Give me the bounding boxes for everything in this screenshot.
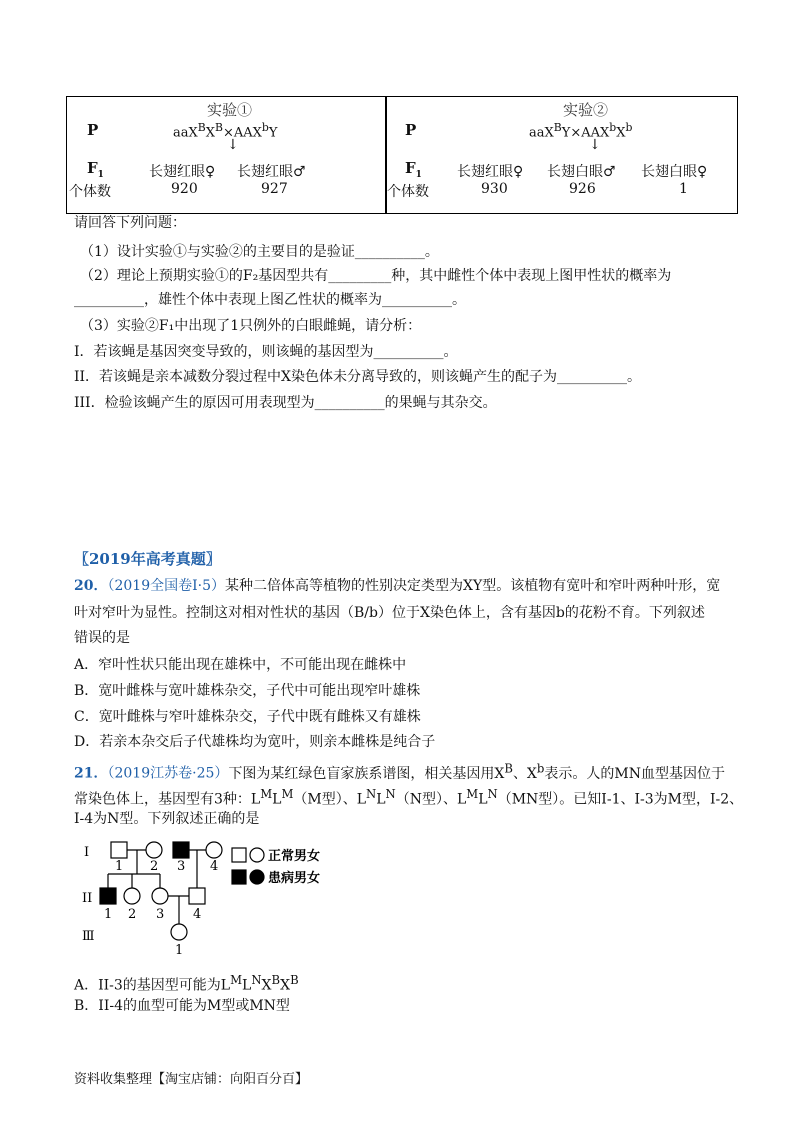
legend-affected-male	[232, 870, 246, 884]
exp1-count-2: 927	[261, 181, 288, 197]
exp2-cross: $aaX^BY\times AAX^bX^b$	[529, 121, 633, 141]
exp1-count-1: 920	[171, 181, 198, 197]
q21-stem-line-3: I-4为N型。下列叙述正确的是	[74, 811, 260, 827]
exp2-phenotype-2: 长翅白眼♂	[547, 164, 616, 180]
question-3-i: I．若该蝇是基因突变导致的，则该蝇的基因型为__________。	[74, 344, 458, 360]
pedigree-I1-normal-male	[111, 842, 127, 858]
pedigree-I3-affected-male	[173, 842, 189, 858]
exp2-p-label: P	[405, 121, 417, 139]
label-II4: 4	[193, 907, 202, 922]
exp1-p-label: P	[87, 121, 99, 139]
label-II3: 3	[156, 907, 165, 922]
legend-affected-label: 患病男女	[268, 871, 321, 886]
exp2-count-3: 1	[679, 181, 688, 197]
pedigree-I4-normal-female	[206, 842, 222, 858]
label-II2: 2	[128, 907, 137, 922]
exp2-title: 实验②	[563, 101, 609, 119]
exp2-arrow: ↓	[589, 137, 601, 153]
experiment-table	[66, 96, 738, 214]
q20-stem-line-2: 叶对窄叶为显性。控制这对相对性状的基因（B/b）位于X染色体上，含有基因b的花粉不育。下列叙述	[74, 605, 705, 621]
exp2-count-2: 926	[569, 181, 596, 197]
q20-stem-line-1	[74, 576, 720, 596]
exp1-count-label: 个体数	[69, 184, 111, 200]
label-II1: 1	[104, 907, 113, 922]
exp2-phenotype-1: 长翅红眼♀	[457, 164, 524, 180]
exp1-phenotype-1: 长翅红眼♀	[149, 164, 216, 180]
pedigree-II3-normal-female	[152, 888, 168, 904]
exp2-count-1: 930	[481, 181, 508, 197]
q20-stem-line-3: 错误的是	[74, 630, 130, 646]
q20-option-a: A．窄叶性状只能出现在雄株中，不可能出现在雌株中	[74, 657, 407, 673]
q20-stem-1: 某种二倍体高等植物的性别决定类型为XY型。该植物有宽叶和窄叶两种叶形，宽	[225, 578, 721, 594]
label-I3: 3	[177, 859, 186, 874]
q21-source: （2019江苏卷·25）	[107, 765, 229, 782]
question-intro: 请回答下列问题：	[74, 215, 186, 231]
exp1-arrow: ↓	[227, 137, 239, 153]
gen-label-II: II	[82, 891, 93, 906]
exp1-title: 实验①	[207, 101, 253, 119]
legend-normal-female	[250, 848, 264, 862]
pedigree-II1-affected-male	[100, 888, 116, 904]
q20-source: （2019全国卷Ⅰ·5）	[107, 578, 226, 594]
exp2-phenotype-3: 长翅白眼♀	[641, 164, 708, 180]
gen-label-III: Ⅲ	[82, 929, 95, 944]
section-title: 〖2019年高考真题〗	[74, 550, 221, 568]
pedigree-III1-normal-female	[171, 924, 187, 940]
q21-option-b: B．II-4的血型可能为M型或MN型	[74, 998, 290, 1014]
q20-option-c: C．宽叶雌株与窄叶雄株杂交，子代中既有雌株又有雄株	[74, 709, 421, 725]
question-1: （1）设计实验①与实验②的主要目的是验证__________。	[80, 244, 439, 260]
q21-option-a: A．II-3的基因型可能为$L^ML^NX^BX^B$	[74, 973, 299, 994]
label-I4: 4	[210, 859, 219, 874]
exp2-f1-label: $F_1$	[405, 159, 422, 180]
question-2-line-1: （2）理论上预期实验①的F₂基因型共有_________种，其中雌性个体中表现上图甲性状的概率为	[80, 268, 672, 284]
exp1-phenotype-2: 长翅红眼♂	[237, 164, 306, 180]
label-III1: 1	[175, 943, 184, 956]
gen-label-I: I	[84, 845, 90, 860]
question-3-ii: II．若该蝇是亲本减数分裂过程中X染色体未分离导致的，则该蝇产生的配子为__________。	[74, 369, 642, 385]
question-3-iii: III．检验该蝇产生的原因可用表现型为__________的果蝇与其杂交。	[74, 395, 497, 411]
pedigree-II2-normal-female	[124, 888, 140, 904]
legend-affected-female	[250, 870, 264, 884]
legend-normal-male	[232, 848, 246, 862]
question-3: （3）实验②F₁中出现了1只例外的白眼雌蝇，请分析：	[80, 318, 422, 334]
exp1-f1-label: $F_1$	[87, 159, 104, 180]
exp1-cross: $aaX^BX^B\times AAX^bY$	[173, 121, 278, 141]
q20-option-d: D．若亲本杂交后子代雄株均为宽叶，则亲本雌株是纯合子	[74, 734, 436, 750]
pedigree-II4-normal-male	[189, 888, 205, 904]
q21-stem-line-2: 常染色体上，基因型有3种：$L^ML^M(M$型）、$L^NL^N(N$型）、$L^ML^N(MN$型）。已知I-1、I-3为M型，I-2、	[74, 787, 744, 808]
legend-normal-label: 正常男女	[268, 849, 321, 864]
label-I2: 2	[150, 859, 159, 874]
pedigree-diagram	[80, 832, 380, 956]
page-footer: 资料收集整理【淘宝店铺：向阳百分百】	[74, 1072, 309, 1087]
q21-number: 21．	[74, 765, 108, 782]
pedigree-I2-normal-female	[146, 842, 162, 858]
label-I1: 1	[115, 859, 124, 874]
question-2-line-2: __________，雄性个体中表现上图乙性状的概率为__________。	[74, 292, 466, 308]
q20-option-b: B．宽叶雌株与宽叶雄株杂交，子代中可能出现窄叶雄株	[74, 683, 421, 699]
exp2-count-label: 个体数	[387, 184, 429, 200]
q20-number: 20．	[74, 578, 108, 594]
q21-stem-1: 下图为某红绿色盲家族系谱图，相关基因用$X^B$、$X^b$表示。人的MN血型基因位于	[228, 761, 725, 782]
q21-stem-line-1	[74, 758, 725, 784]
